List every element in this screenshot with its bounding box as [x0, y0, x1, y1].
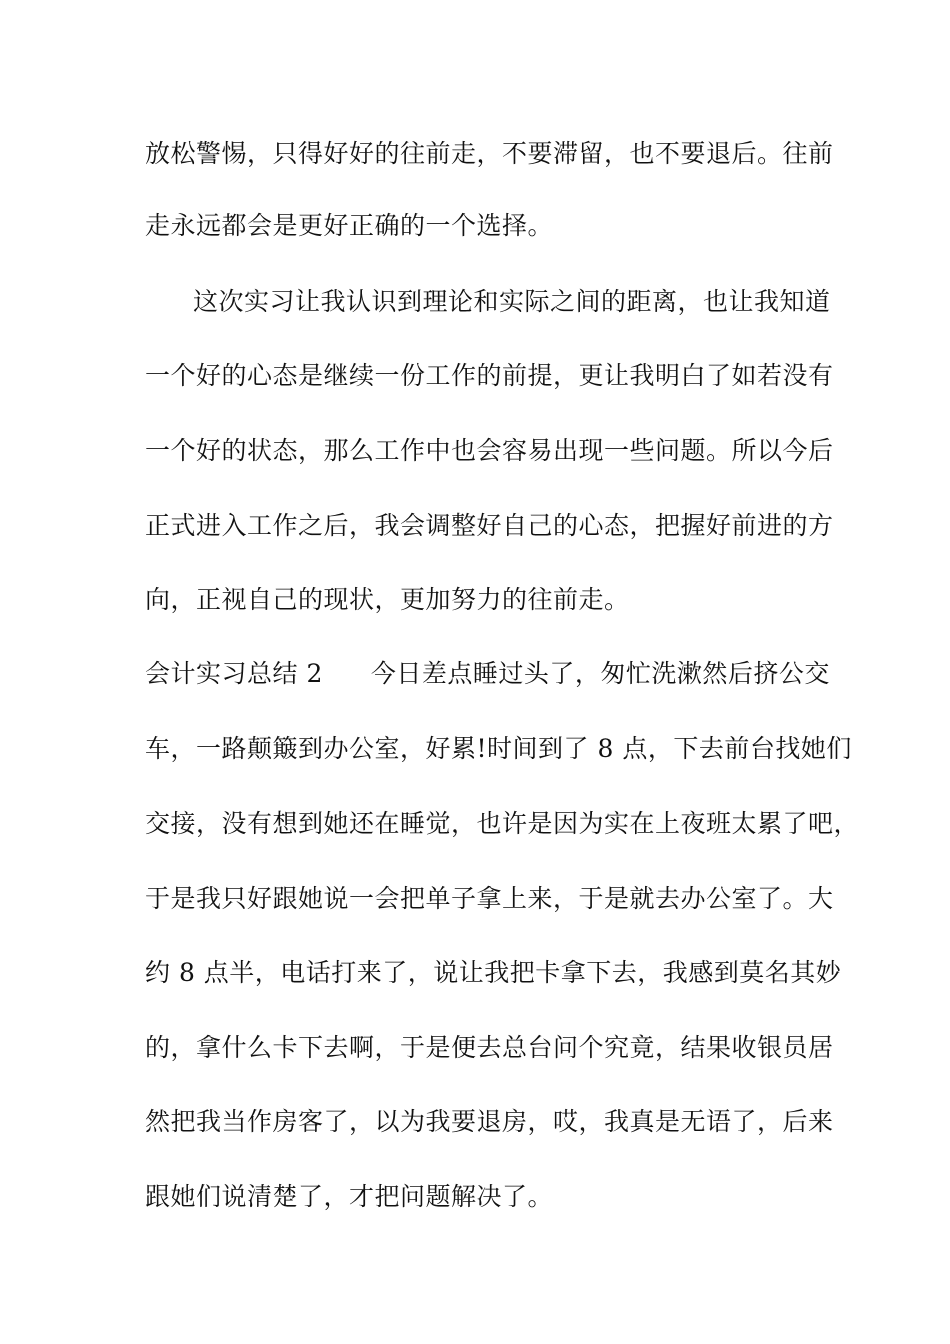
section-2-line-7: 然把我当作房客了，以为我要退房，哎，我真是无语了，后来: [145, 1107, 834, 1136]
section-2-line-3: 交接，没有想到她还在睡觉，也许是因为实在上夜班太累了吧，: [145, 809, 860, 838]
paragraph-2-line-5: 向，正视自己的现状，更加努力的往前走。: [145, 585, 630, 614]
section-2-line-6: 的，拿什么卡下去啊，于是便去总台问个究竟，结果收银员居: [145, 1033, 834, 1062]
section-2-line-4: 于是我只好跟她说一会把单子拿上来，于是就去办公室了。大: [145, 884, 834, 913]
paragraph-2-line-3: 一个好的状态，那么工作中也会容易出现一些问题。所以今后: [145, 436, 834, 465]
section-2-line-8: 跟她们说清楚了，才把问题解决了。: [145, 1182, 554, 1211]
section-2-line-5: 约 8 点半，电话打来了，说让我把卡拿下去，我感到莫名其妙: [145, 958, 842, 987]
paragraph-2-line-4: 正式进入工作之后，我会调整好自己的心态，把握好前进的方: [145, 511, 834, 540]
section-2-first-line: [145, 659, 830, 689]
paragraph-1-line-1: 放松警惕，只得好好的往前走，不要滞留，也不要退后。往前: [145, 139, 834, 168]
section-2-line-2: 车，一路颠簸到办公室，好累!时间到了 8 点，下去前台找她们: [145, 734, 852, 763]
paragraph-1-line-2: 走永远都会是更好正确的一个选择。: [145, 211, 554, 240]
section-2-heading: 会计实习总结 2: [145, 659, 323, 688]
section-2-first-line-text: 今日差点睡过头了，匆忙洗漱然后挤公交: [370, 659, 830, 688]
paragraph-2-line-2: 一个好的心态是继续一份工作的前提，更让我明白了如若没有: [145, 361, 834, 390]
paragraph-2-line-1: 这次实习让我认识到理论和实际之间的距离，也让我知道: [193, 287, 831, 316]
